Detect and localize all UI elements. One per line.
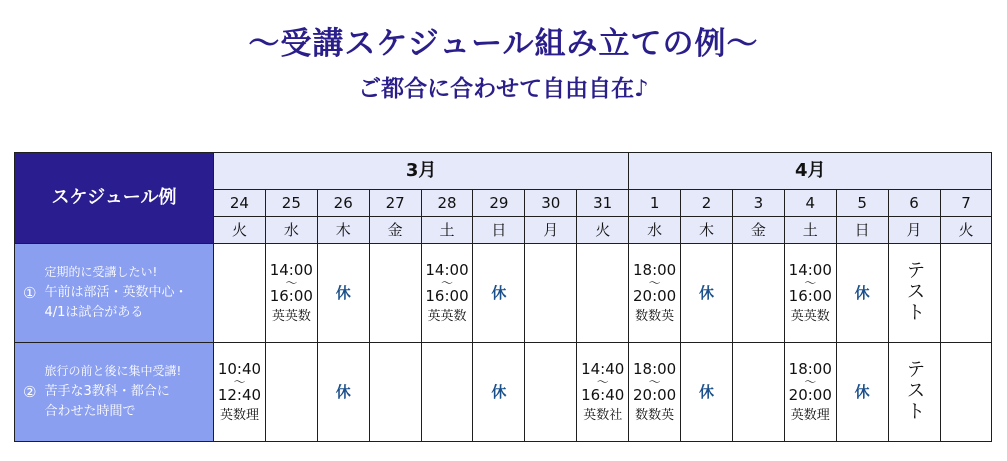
lesson-end: 16:40: [581, 385, 625, 404]
row-number: ①: [23, 283, 37, 302]
row-number: ②: [23, 382, 37, 401]
empty-cell: [265, 343, 317, 442]
empty-cell: [577, 244, 629, 343]
lesson-start: 18:00: [632, 360, 677, 379]
lesson-subjects: 英数理: [790, 407, 830, 423]
lesson-tilde: 〜: [233, 375, 246, 390]
weekday-cell: 火: [214, 217, 266, 244]
lesson-cell: [265, 244, 317, 343]
schedule-table: [14, 152, 992, 442]
day-cell: 5: [836, 190, 888, 217]
weekday-cell: 水: [629, 217, 681, 244]
lesson-end: 20:00: [632, 385, 677, 404]
rest-label: 休: [335, 382, 351, 401]
lesson-start: 14:00: [269, 261, 313, 280]
row-description-line: 午前は部活・英数中心・: [44, 284, 188, 300]
month-april: 4月: [629, 153, 992, 190]
lesson-tilde: 〜: [441, 276, 454, 291]
lesson-cell: [629, 343, 681, 442]
rest-label: 休: [854, 283, 870, 302]
weekday-cell: 金: [369, 217, 421, 244]
rest-day-cell: [681, 244, 733, 343]
row-description-line: 苦手な3教科・都合に: [44, 383, 170, 399]
lesson-tilde: 〜: [596, 375, 609, 390]
row-label: [15, 244, 214, 343]
lesson-cell: [421, 244, 473, 343]
rest-label: 休: [335, 283, 351, 302]
test-label: テスト: [903, 359, 926, 422]
lesson-cell: [629, 244, 681, 343]
schedule-row: [15, 343, 992, 442]
day-cell: 7: [940, 190, 992, 217]
schedule-row: [15, 244, 992, 343]
lesson-end: 16:00: [269, 286, 313, 305]
lesson-cell: [784, 343, 836, 442]
rest-day-cell: [473, 244, 525, 343]
page-title: ～受講スケジュール組み立ての例～: [248, 26, 759, 62]
day-cell: 25: [265, 190, 317, 217]
day-cell: 29: [473, 190, 525, 217]
day-cell: 27: [369, 190, 421, 217]
weekday-cell: 金: [732, 217, 784, 244]
empty-cell: [525, 343, 577, 442]
empty-cell: [732, 244, 784, 343]
lesson-start: 18:00: [632, 261, 677, 280]
lesson-tilde: 〜: [804, 276, 817, 291]
day-cell: 4: [784, 190, 836, 217]
test-label: テスト: [903, 260, 926, 323]
lesson-subjects: 数数英: [635, 407, 675, 423]
weekday-cell: 木: [681, 217, 733, 244]
day-cell: 28: [421, 190, 473, 217]
rest-label: 休: [698, 382, 714, 401]
lesson-subjects: 英英数: [790, 308, 830, 324]
empty-cell: [369, 343, 421, 442]
lesson-tilde: 〜: [648, 276, 661, 291]
lesson-cell: [784, 244, 836, 343]
weekday-cell: 日: [836, 217, 888, 244]
rest-day-cell: [317, 244, 369, 343]
lesson-end: 20:00: [788, 385, 832, 404]
row-description-line: 旅行の前と後に集中受講!: [44, 364, 182, 379]
day-cell: 3: [732, 190, 784, 217]
weekday-cell: 火: [940, 217, 992, 244]
rest-day-cell: [836, 244, 888, 343]
weekday-cell: 土: [421, 217, 473, 244]
day-cell: 2: [681, 190, 733, 217]
lesson-start: 14:00: [425, 261, 469, 280]
lesson-end: 16:00: [425, 286, 469, 305]
lesson-tilde: 〜: [285, 276, 298, 291]
schedule-header-label: スケジュール例: [15, 153, 214, 244]
lesson-subjects: 英英数: [427, 308, 467, 324]
rest-day-cell: [473, 343, 525, 442]
row-description-line: 4/1は試合がある: [44, 305, 144, 321]
lesson-start: 10:40: [217, 360, 262, 379]
lesson-start: 14:40: [581, 360, 625, 379]
row-description-line: 合わせた時間で: [44, 404, 136, 420]
lesson-cell: [577, 343, 629, 442]
empty-cell: [421, 343, 473, 442]
day-cell: 26: [317, 190, 369, 217]
lesson-end: 20:00: [632, 286, 677, 305]
empty-cell: [732, 343, 784, 442]
weekday-cell: 木: [317, 217, 369, 244]
day-cell: 30: [525, 190, 577, 217]
day-cell: 24: [214, 190, 266, 217]
weekday-cell: 月: [888, 217, 940, 244]
empty-cell: [214, 244, 266, 343]
empty-cell: [940, 343, 992, 442]
lesson-end: 12:40: [217, 385, 262, 404]
lesson-subjects: 英数社: [583, 407, 623, 423]
rest-day-cell: [317, 343, 369, 442]
lesson-subjects: 英英数: [271, 308, 311, 324]
lesson-subjects: 数数英: [635, 308, 675, 324]
lesson-end: 16:00: [788, 286, 832, 305]
lesson-start: 14:00: [788, 261, 832, 280]
weekday-cell: 火: [577, 217, 629, 244]
row-description-line: 定期的に受講したい!: [44, 265, 158, 280]
rest-label: 休: [854, 382, 870, 401]
test-day-cell: [888, 244, 940, 343]
day-cell: 31: [577, 190, 629, 217]
rest-label: 休: [491, 382, 507, 401]
lesson-start: 18:00: [788, 360, 832, 379]
day-cell: 1: [629, 190, 681, 217]
weekday-cell: 日: [473, 217, 525, 244]
month-march: 3月: [214, 153, 629, 190]
weekday-cell: 土: [784, 217, 836, 244]
empty-cell: [940, 244, 992, 343]
lesson-tilde: 〜: [804, 375, 817, 390]
lesson-cell: [214, 343, 266, 442]
weekday-cell: 月: [525, 217, 577, 244]
lesson-subjects: 英数理: [219, 407, 259, 423]
rest-day-cell: [836, 343, 888, 442]
empty-cell: [525, 244, 577, 343]
lesson-tilde: 〜: [648, 375, 661, 390]
weekday-cell: 水: [265, 217, 317, 244]
test-day-cell: [888, 343, 940, 442]
rest-day-cell: [681, 343, 733, 442]
rest-label: 休: [491, 283, 507, 302]
rest-label: 休: [698, 283, 714, 302]
row-label: [15, 343, 214, 442]
empty-cell: [369, 244, 421, 343]
day-cell: 6: [888, 190, 940, 217]
page-subtitle: ご都合に合わせて自由自在♪: [358, 76, 649, 102]
